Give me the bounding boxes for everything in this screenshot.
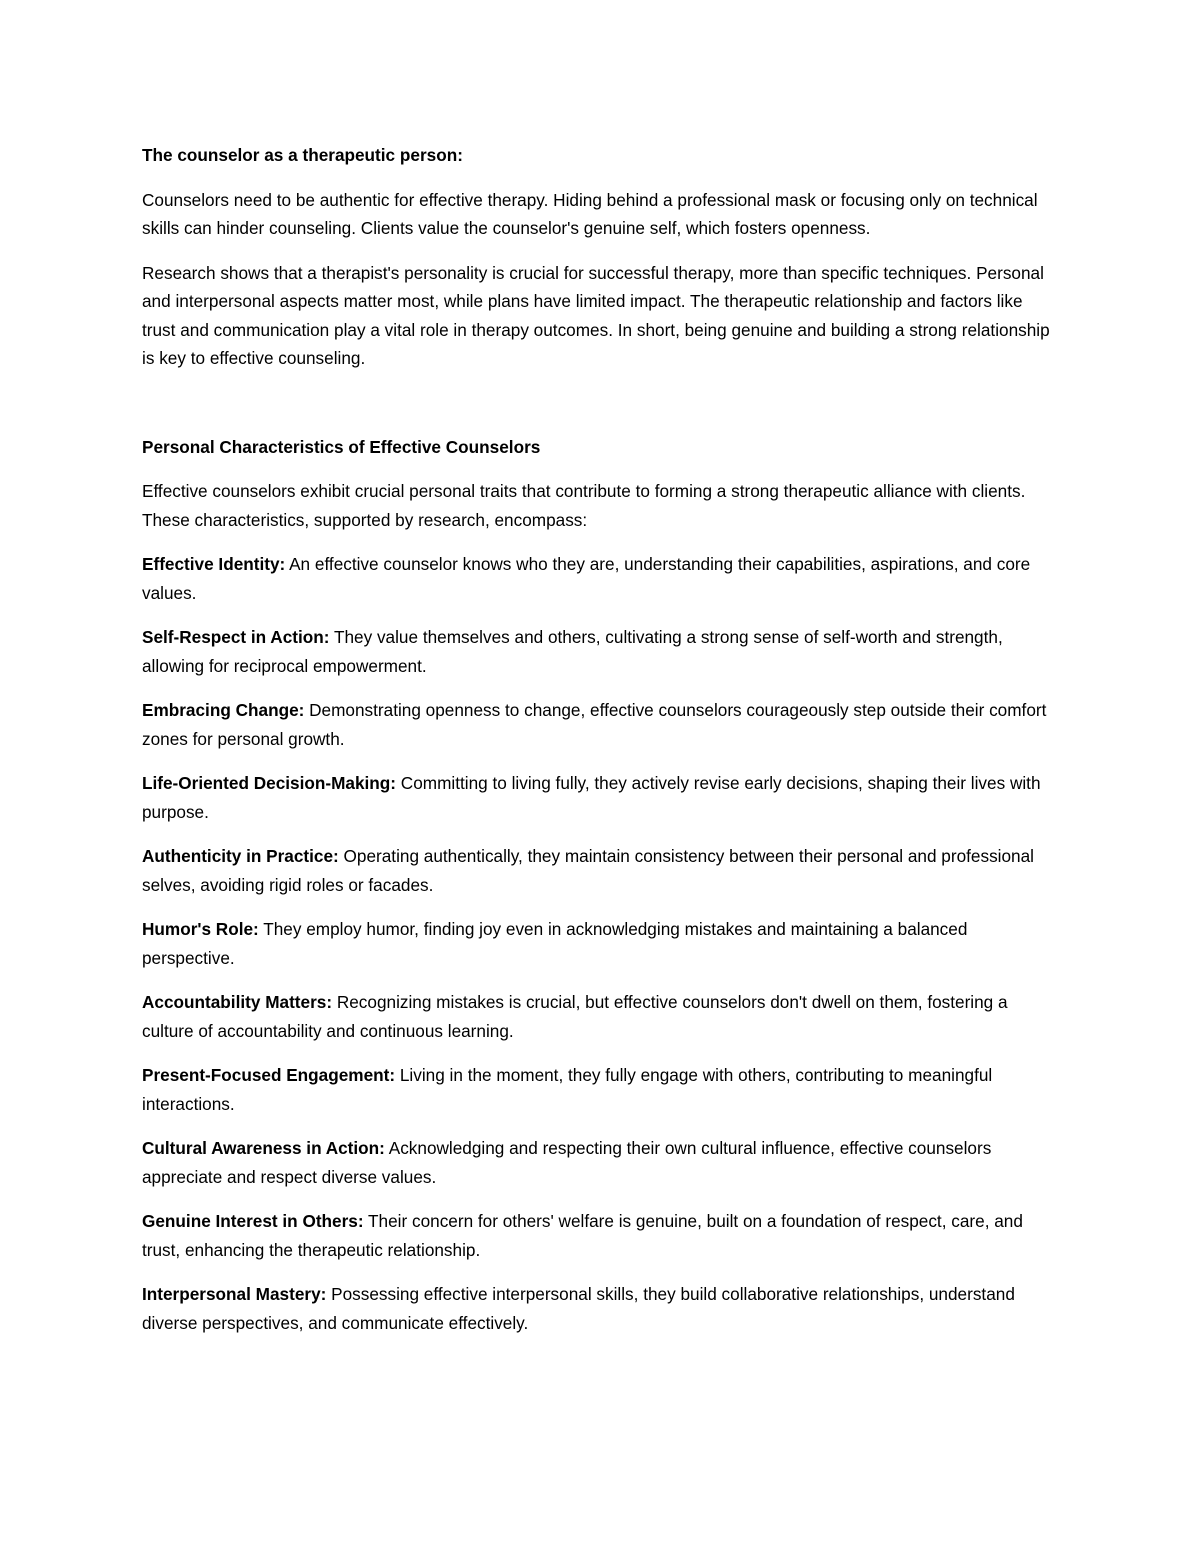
trait-item	[142, 623, 1060, 680]
trait-term: Interpersonal Mastery:	[142, 1284, 327, 1305]
trait-text: Their concern for others' welfare is genuine, built on a foundation of respect, care, and trust, enhancing the therapeutic relationship.	[142, 1211, 1023, 1260]
trait-item	[142, 842, 1060, 899]
trait-text: Committing to living fully, they actively revise early decisions, shaping their lives with purpose.	[142, 773, 1041, 822]
trait-term: Embracing Change:	[142, 700, 305, 721]
paragraph-authenticity: Counselors need to be authentic for effective therapy. Hiding behind a professional mask or focusing only on technical skills can hinder counseling. Clients value the counselor's genuine self, which fosters openness.	[142, 189, 1038, 239]
trait-item	[142, 915, 1060, 972]
trait-item	[142, 550, 1060, 607]
trait-item	[142, 1134, 1060, 1191]
trait-text: An effective counselor knows who they are, understanding their capabilities, aspirations, and core values.	[142, 554, 1031, 603]
trait-text: Acknowledging and respecting their own cultural influence, effective counselors appreciate and respect diverse values.	[142, 1138, 992, 1187]
trait-item	[142, 1280, 1060, 1337]
trait-term: Humor's Role:	[142, 919, 259, 940]
trait-text: Operating authentically, they maintain consistency between their personal and professional selves, avoiding rigid roles or facades.	[142, 846, 1034, 895]
trait-item	[142, 988, 1060, 1045]
trait-text: They value themselves and others, cultivating a strong sense of self-worth and strength, allowing for reciprocal empowerment.	[142, 627, 1003, 676]
trait-term: Genuine Interest in Others:	[142, 1211, 364, 1232]
trait-item	[142, 1061, 1060, 1118]
trait-text: Living in the moment, they fully engage with others, contributing to meaningful interactions.	[142, 1065, 993, 1114]
trait-item	[142, 696, 1060, 753]
trait-item	[142, 769, 1060, 826]
section-heading-counselor: The counselor as a therapeutic person:	[142, 145, 463, 165]
document-page	[142, 141, 1060, 1353]
trait-term: Authenticity in Practice:	[142, 846, 339, 867]
trait-term: Effective Identity:	[142, 554, 286, 575]
trait-term: Cultural Awareness in Action:	[142, 1138, 385, 1159]
trait-item	[142, 1207, 1060, 1264]
paragraph-intro: Effective counselors exhibit crucial personal traits that contribute to forming a strong therapeutic alliance with clients. These characteristics, supported by research, encompass:	[142, 481, 1026, 530]
trait-term: Life-Oriented Decision-Making:	[142, 773, 397, 794]
trait-text: Recognizing mistakes is crucial, but effective counselors don't dwell on them, fostering a culture of accountability and continuous learning.	[142, 992, 1008, 1041]
trait-text: Demonstrating openness to change, effective counselors courageously step outside their comfort zones for personal growth.	[142, 700, 1047, 749]
section-heading-characteristics: Personal Characteristics of Effective Counselors	[142, 436, 541, 457]
trait-text: They employ humor, finding joy even in acknowledging mistakes and maintaining a balanced perspective.	[142, 919, 968, 968]
paragraph-research: Research shows that a therapist's personality is crucial for successful therapy, more than specific techniques. Personal and interpersonal aspects matter most, while plans have limited impact. The therapeutic relationship and factors like trust and communication play a vital role in therapy outcomes. In short, being genuine and building a strong relationship is key to effective counseling.	[142, 262, 1050, 369]
trait-term: Self-Respect in Action:	[142, 627, 330, 648]
trait-text: Possessing effective interpersonal skills, they build collaborative relationships, understand diverse perspectives, and communicate effectively.	[142, 1284, 1015, 1333]
trait-term: Accountability Matters:	[142, 992, 333, 1013]
trait-term: Present-Focused Engagement:	[142, 1065, 396, 1086]
section-spacer	[142, 389, 1060, 433]
